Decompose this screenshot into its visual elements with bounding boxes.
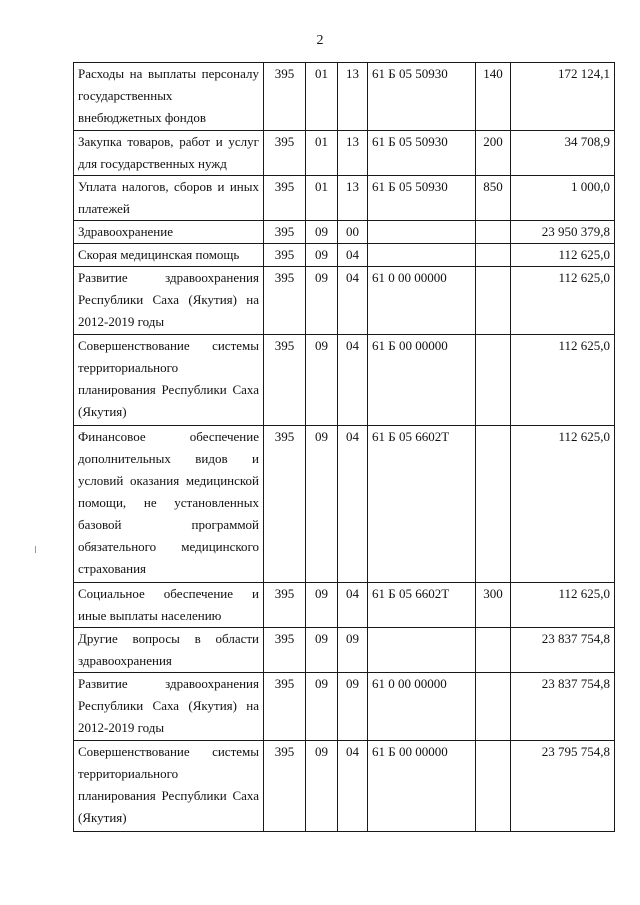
row-gr: 395 — [264, 628, 306, 673]
row-csr — [368, 221, 476, 244]
table-row — [74, 673, 615, 741]
row-name: Совершенствование системы территориального планирования Республики Саха (Якутия) — [74, 335, 264, 426]
row-name: Финансовое обеспечение дополнительных видов и условий оказания медицинской помощи, не установленных базовой программой обязательного медицинского страхования — [74, 426, 264, 583]
row-gr: 395 — [264, 267, 306, 335]
row-vr — [476, 673, 511, 741]
row-gr: 395 — [264, 131, 306, 176]
row-pr: 04 — [338, 244, 368, 267]
row-gr: 395 — [264, 426, 306, 583]
row-gr: 395 — [264, 335, 306, 426]
row-pr: 13 — [338, 176, 368, 221]
row-sum: 112 625,0 — [511, 267, 615, 335]
table-row — [74, 741, 615, 832]
row-name: Развитие здравоохранения Республики Саха (Якутия) на 2012-2019 годы — [74, 673, 264, 741]
table-row — [74, 267, 615, 335]
row-rz: 09 — [306, 741, 338, 832]
row-vr — [476, 335, 511, 426]
row-pr: 04 — [338, 267, 368, 335]
row-name: Совершенствование системы территориального планирования Республики Саха (Якутия) — [74, 741, 264, 832]
table-row — [74, 628, 615, 673]
row-sum: 112 625,0 — [511, 426, 615, 583]
table-row — [74, 244, 615, 267]
page-number: 2 — [316, 33, 324, 48]
row-sum: 23 837 754,8 — [511, 628, 615, 673]
row-vr — [476, 741, 511, 832]
table-row — [74, 583, 615, 628]
row-rz: 01 — [306, 131, 338, 176]
row-name: Социальное обеспечение и иные выплаты населению — [74, 583, 264, 628]
row-rz: 09 — [306, 267, 338, 335]
row-csr: 61 Б 00 00000 — [368, 335, 476, 426]
row-gr: 395 — [264, 244, 306, 267]
table-row — [74, 221, 615, 244]
table-row — [74, 131, 615, 176]
row-gr: 395 — [264, 63, 306, 131]
table-row — [74, 335, 615, 426]
row-pr: 13 — [338, 131, 368, 176]
row-sum: 23 795 754,8 — [511, 741, 615, 832]
row-pr: 13 — [338, 63, 368, 131]
table-row — [74, 426, 615, 583]
row-sum: 23 950 379,8 — [511, 221, 615, 244]
row-vr: 300 — [476, 583, 511, 628]
row-csr: 61 Б 00 00000 — [368, 741, 476, 832]
row-csr: 61 0 00 00000 — [368, 673, 476, 741]
row-csr: 61 Б 05 6602Т — [368, 583, 476, 628]
row-name: Скорая медицинская помощь — [74, 244, 264, 267]
row-rz: 09 — [306, 628, 338, 673]
row-csr: 61 Б 05 50930 — [368, 131, 476, 176]
row-csr: 61 Б 05 50930 — [368, 176, 476, 221]
row-sum: 112 625,0 — [511, 583, 615, 628]
row-vr: 200 — [476, 131, 511, 176]
row-pr: 04 — [338, 741, 368, 832]
row-vr — [476, 244, 511, 267]
row-pr: 04 — [338, 426, 368, 583]
row-name: Закупка товаров, работ и услуг для государственных нужд — [74, 131, 264, 176]
row-name: Здравоохранение — [74, 221, 264, 244]
row-rz: 09 — [306, 583, 338, 628]
budget-table — [73, 62, 615, 832]
table-row — [74, 176, 615, 221]
row-pr: 04 — [338, 335, 368, 426]
row-gr: 395 — [264, 176, 306, 221]
row-csr: 61 Б 05 50930 — [368, 63, 476, 131]
row-pr: 04 — [338, 583, 368, 628]
row-vr — [476, 221, 511, 244]
row-csr — [368, 244, 476, 267]
row-rz: 09 — [306, 673, 338, 741]
row-csr: 61 Б 05 6602Т — [368, 426, 476, 583]
row-name: Расходы на выплаты персоналу государственных внебюджетных фондов — [74, 63, 264, 131]
row-vr — [476, 426, 511, 583]
table-row — [74, 63, 615, 131]
row-gr: 395 — [264, 583, 306, 628]
row-vr: 140 — [476, 63, 511, 131]
row-rz: 01 — [306, 176, 338, 221]
row-gr: 395 — [264, 741, 306, 832]
row-name: Развитие здравоохранения Республики Саха (Якутия) на 2012-2019 годы — [74, 267, 264, 335]
row-rz: 09 — [306, 426, 338, 583]
row-pr: 09 — [338, 628, 368, 673]
row-sum: 34 708,9 — [511, 131, 615, 176]
row-csr: 61 0 00 00000 — [368, 267, 476, 335]
row-sum: 172 124,1 — [511, 63, 615, 131]
row-sum: 112 625,0 — [511, 335, 615, 426]
row-csr — [368, 628, 476, 673]
row-pr: 09 — [338, 673, 368, 741]
row-vr: 850 — [476, 176, 511, 221]
row-rz: 09 — [306, 335, 338, 426]
row-name: Другие вопросы в области здравоохранения — [74, 628, 264, 673]
row-sum: 112 625,0 — [511, 244, 615, 267]
row-name: Уплата налогов, сборов и иных платежей — [74, 176, 264, 221]
row-rz: 09 — [306, 244, 338, 267]
row-vr — [476, 628, 511, 673]
row-rz: 01 — [306, 63, 338, 131]
row-vr — [476, 267, 511, 335]
row-pr: 00 — [338, 221, 368, 244]
row-rz: 09 — [306, 221, 338, 244]
row-gr: 395 — [264, 673, 306, 741]
row-sum: 23 837 754,8 — [511, 673, 615, 741]
margin-mark — [35, 546, 36, 553]
row-gr: 395 — [264, 221, 306, 244]
row-sum: 1 000,0 — [511, 176, 615, 221]
